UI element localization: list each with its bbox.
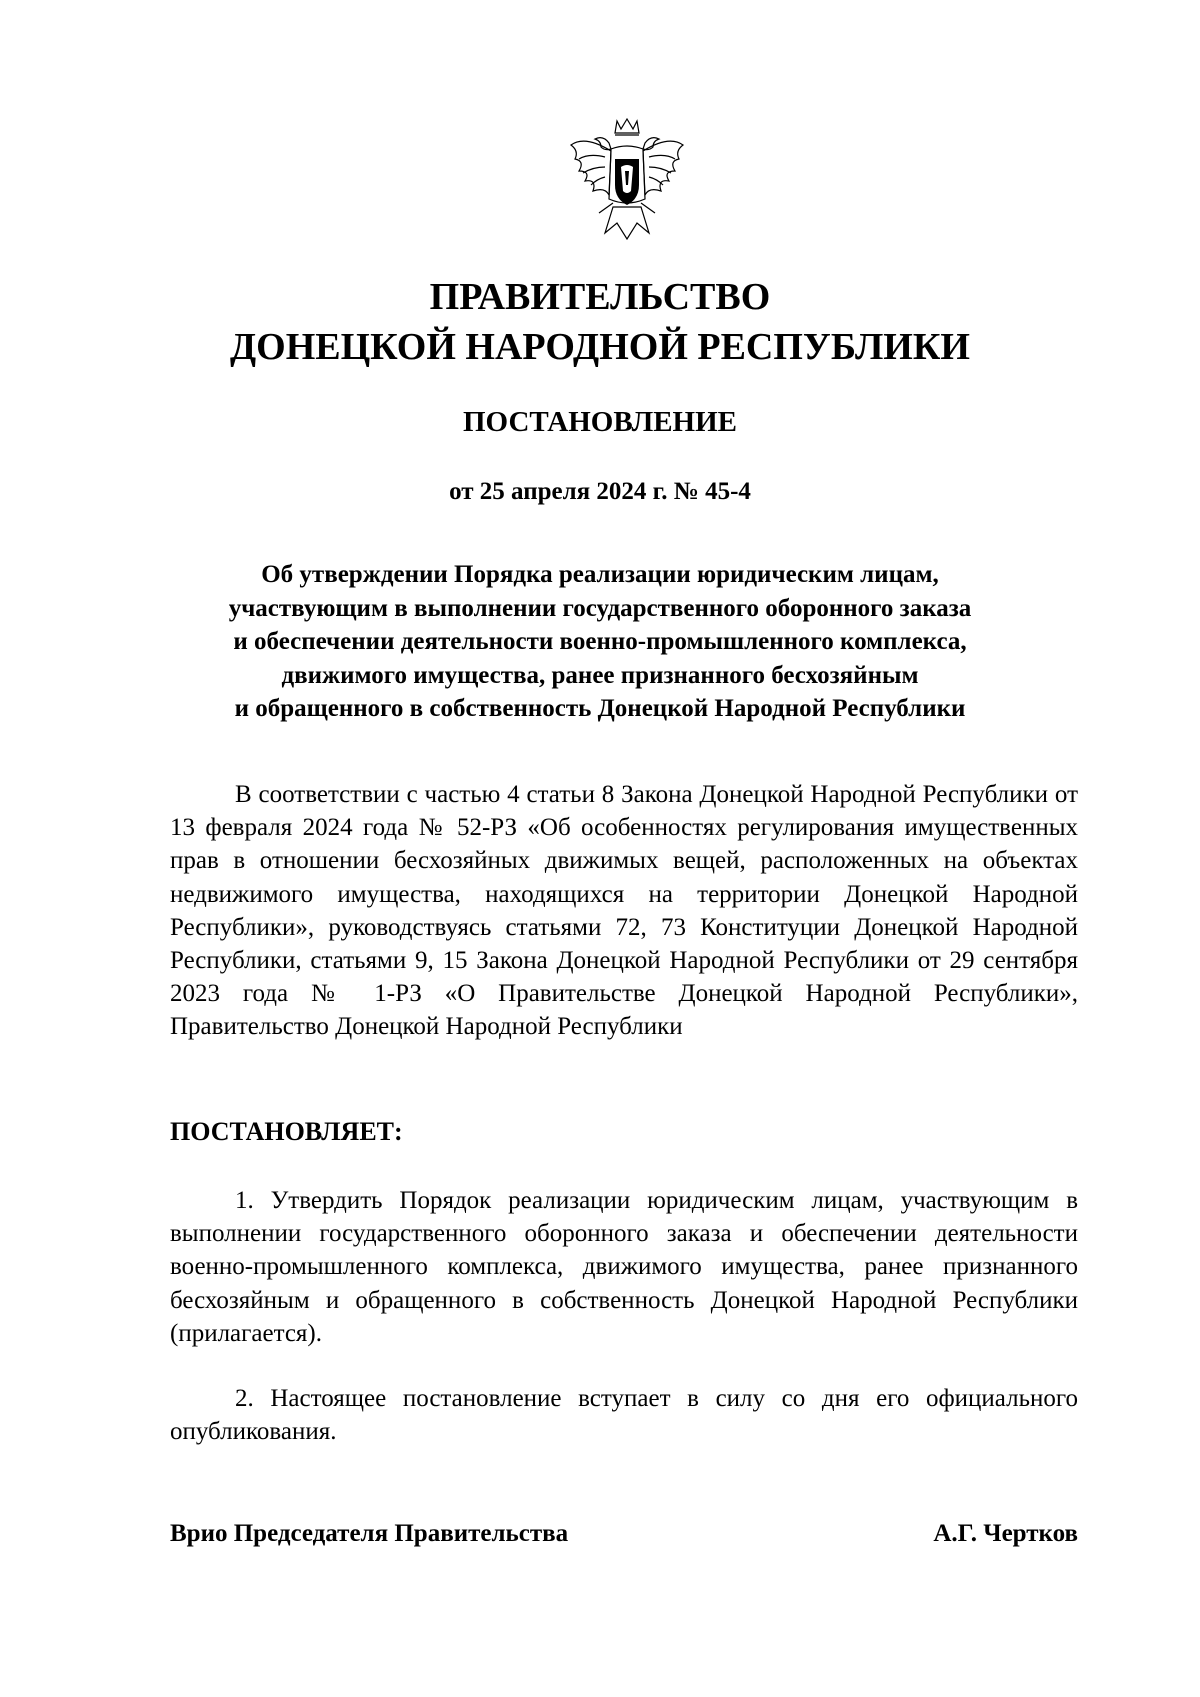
signatory-name: А.Г. Чертков	[933, 1520, 1078, 1547]
subject-line: и обращенного в собственность Донецкой Народной Республики	[234, 695, 966, 722]
coat-of-arms-icon	[565, 115, 690, 255]
document-date-number: от 25 апреля 2024 г. № 45-4	[449, 478, 751, 505]
preamble-paragraph: В соответствии с частью 4 статьи 8 Закона Донецкой Народной Республики от 13 февраля 2024 года № 52-РЗ «Об особенностях регулирования имущественных прав в отношении бесхозяйных движимых вещей, расположенных на объектах недвижимого имущества, находящихся на территории Донецкой Народной Республики», руководствуясь статьями 72, 73 Конституции Донецкой Народной Республики, статьями 9, 15 Закона Донецкой Народной Республики от 29 сентября 2023 года № 1-РЗ «О Правительстве Донецкой Народной Республики», Правительство Донецкой Народной Республики	[170, 781, 1078, 1041]
subject-line: движимого имущества, ранее признанного бесхозяйным	[281, 661, 919, 689]
signature-block	[170, 1516, 1078, 1552]
document-subject	[170, 558, 1030, 726]
subject-line: Об утверждении Порядка реализации юридическим лицам,	[261, 561, 939, 588]
authority-name-line2: ДОНЕЦКОЙ НАРОДНОЙ РЕСПУБЛИКИ	[230, 326, 970, 368]
resolves-heading: ПОСТАНОВЛЯЕТ:	[170, 1117, 403, 1146]
authority-name-line1: ПРАВИТЕЛЬСТВО	[429, 276, 771, 318]
resolution-item-1: 1. Утвердить Порядок реализации юридическим лицам, участвующим в выполнении государственного оборонного заказа и обеспечении деятельности военно-промышленного комплекса, движимого имущества, ранее признанного бесхозяйным и обращенного в собственность Донецкой Народной Республики (прилагается).	[170, 1187, 1078, 1347]
signatory-position: Врио Председателя Правительства	[170, 1520, 569, 1547]
subject-line: участвующим в выполнении государственного оборонного заказа	[228, 594, 972, 622]
subject-line: и обеспечении деятельности военно-промышленного комплекса,	[233, 628, 967, 655]
document-type: ПОСТАНОВЛЕНИЕ	[462, 406, 737, 438]
resolution-item-2: 2. Настоящее постановление вступает в силу со дня его официального опубликования.	[170, 1385, 1078, 1446]
